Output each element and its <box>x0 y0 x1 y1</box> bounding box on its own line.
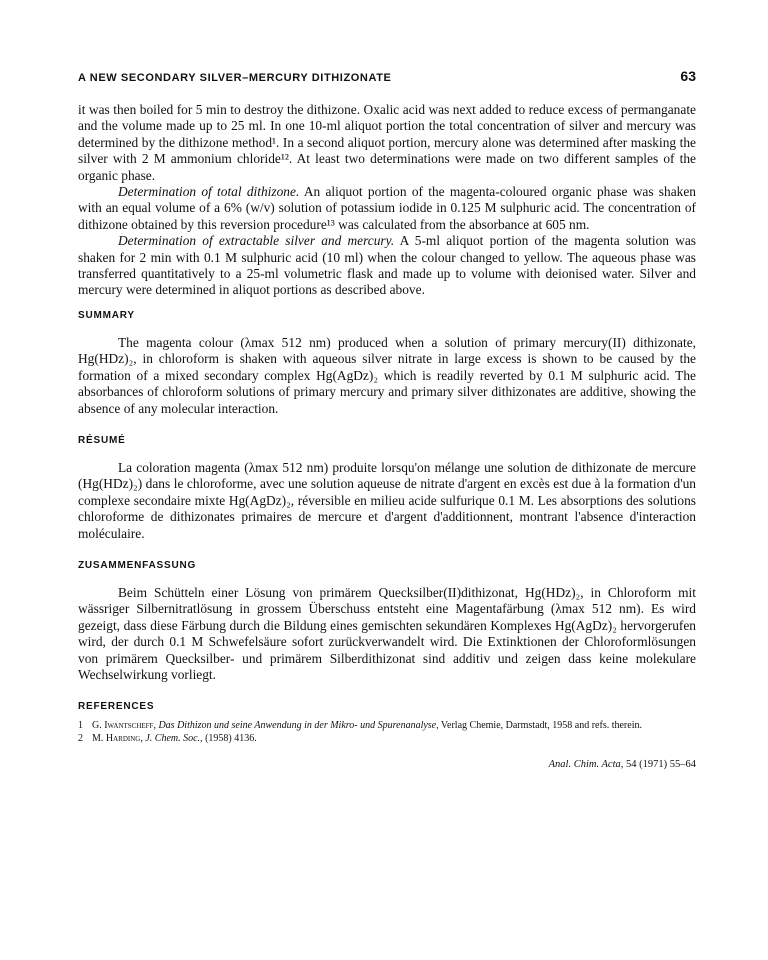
journal-volume-pages: 54 (1971) 55–64 <box>623 759 696 771</box>
journal-name: Anal. Chim. Acta, <box>548 759 624 771</box>
reference-item <box>78 720 696 733</box>
reference-item <box>78 733 696 746</box>
zusammenfassung-text: Beim Schütteln einer Lösung von primärem Quecksilber(II)dithizonat, Hg(HDz)₂, in Chloroform mit wässriger Silbernitratlösung in grossem Überschuss entsteht eine Magentafärbung (λmax 512 nm). Es wird gezeigt, dass diese Färbung durch die Bildung eines gemischten sekundären Komplexes Hg(AgDz)₂ hervorgerufen wird, der durch 0.1 M Schwefelsäure sofort zurückverwandelt wird. Die Extinktionen der Chloroformlösungen von primärem Quecksilber- und primärem Silberdithizonat sind additiv und zeigen dass keine molekulare Wechselwirkung vorliegt. <box>78 584 696 682</box>
page-number: 63 <box>680 68 696 84</box>
summary-text: The magenta colour (λmax 512 nm) produced when a solution of primary mercury(II) dithizonate, Hg(HDz)₂, in chloroform is shaken with aqueous silver nitrate in large excess is shown to be caused by the formation of a mixed secondary complex Hg(AgDz)₂ which is readily reverted by 0.1 M sulphuric acid. The absorbances of chloroform solutions of primary mercury and primary silver dithizonates are additive, showing the absence of any molecular interaction. <box>78 334 696 416</box>
body-paragraph-1: it was then boiled for 5 min to destroy the dithizone. Oxalic acid was next added to reduce excess of permanganate and the volume made up to 25 ml. In one 10-ml aliquot portion the total concentration of silver and mercury was determined by the dithizone method¹. In a second aliquot portion, mercury alone was determined after masking the silver with 2 M ammonium chloride¹². At least two determinations were made on two different samples of the organic phase. <box>78 102 696 183</box>
reference-number: 2 <box>78 732 83 744</box>
page <box>78 68 696 770</box>
reference-body <box>92 720 696 733</box>
body-paragraph-2 <box>78 184 696 233</box>
running-header <box>78 68 696 96</box>
zusammenfassung-heading: ZUSAMMENFASSUNG <box>78 559 197 571</box>
paragraph-2-text: An aliquot portion of the magenta-coloured organic phase was shaken with an equal volume of a 6% (w/v) solution of potassium iodide in 0.125 M sulphuric acid. The concentration of dithizone obtained by this reversion procedure¹³ was calculated from the absorbance at 605 nm. <box>78 184 696 232</box>
reference-number: 1 <box>78 720 83 732</box>
reference-details: Verlag Chemie, Darmstadt, 1958 and refs. therein. <box>438 720 642 732</box>
resume-heading: RÉSUMÉ <box>78 434 126 446</box>
reference-author: M. Harding, <box>92 732 143 744</box>
reference-details: (1958) 4136. <box>202 732 257 744</box>
references-heading: REFERENCES <box>78 701 155 713</box>
reference-author: G. Iwantscheff, <box>92 720 156 732</box>
summary-heading: SUMMARY <box>78 309 135 321</box>
reference-body <box>92 733 696 746</box>
running-title: A NEW SECONDARY SILVER–MERCURY DITHIZONATE <box>78 72 392 84</box>
reference-title: J. Chem. Soc., <box>142 732 203 744</box>
journal-citation <box>78 759 696 770</box>
paragraph-2-lead-in: Determination of total dithizone. <box>118 184 300 200</box>
reference-list <box>78 720 696 745</box>
resume-text: La coloration magenta (λmax 512 nm) produite lorsqu'on mélange une solution de dithizonate de mercure (Hg(HDz)₂) dans le chloroforme, avec une solution aqueuse de nitrate d'argent en excès est due à la formation d'un complexe secondaire mixte Hg(AgDz)₂, réversible en milieu acide sulfurique 0.1 M. Les absorptions des solutions chloroforme de dithizonates primaires de mercure et d'argent d'additionnent, montrant l'absence d'interaction moléculaire. <box>78 459 696 541</box>
paragraph-3-lead-in: Determination of extractable silver and mercury. <box>118 233 395 249</box>
paragraph-3-text: A 5-ml aliquot portion of the magenta solution was shaken for 2 min with 0.1 M sulphuric acid (10 ml) when the colour changed to yellow. The aqueous phase was transferred quantitatively to a 25-ml volumetric flask and made up to volume with deionised water. Silver and mercury were determined in aliquot portions as described above. <box>78 233 696 298</box>
reference-title: Das Dithizon und seine Anwendung in der Mikro- und Spurenanalyse, <box>155 720 439 732</box>
body-paragraph-3 <box>78 233 696 299</box>
